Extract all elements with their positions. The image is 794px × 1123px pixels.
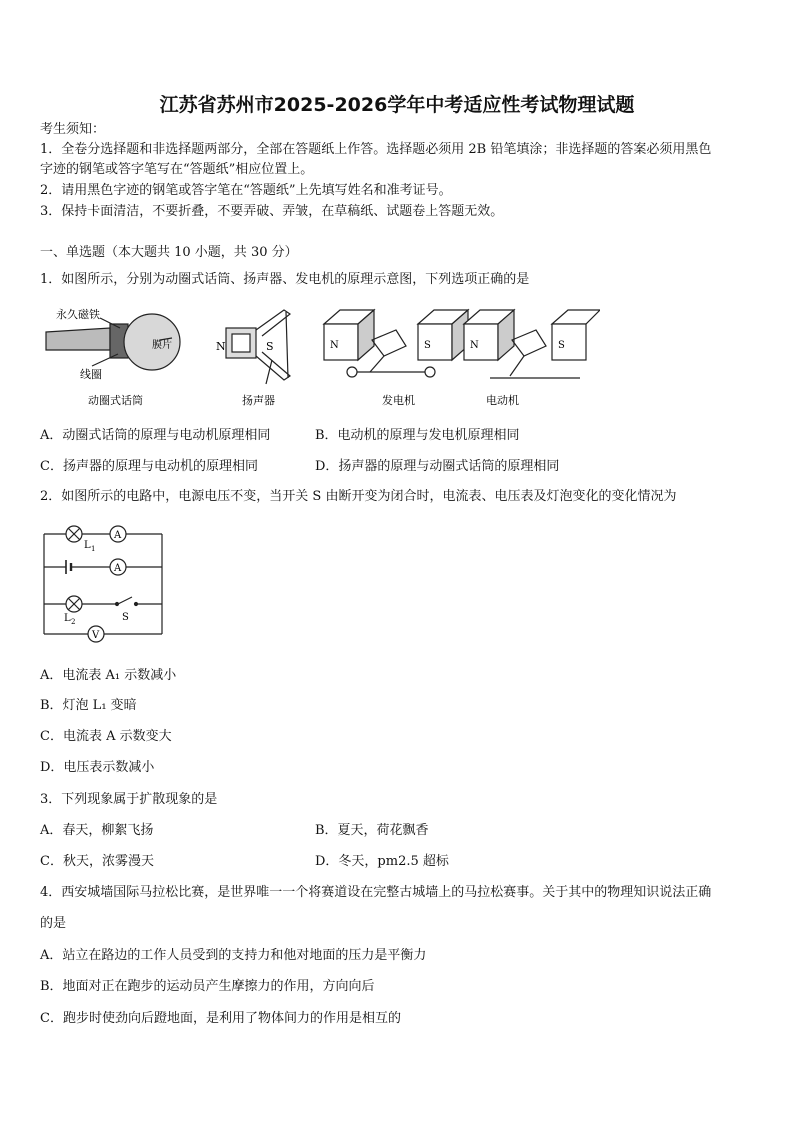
- section-heading: 一、单选题（本大题共 10 小题，共 30 分）: [40, 245, 298, 260]
- notice-line-1a: 1．全卷分选择题和非选择题两部分，全部在答题纸上作答。选择题必须用 2B 铅笔填涂；非选择题的答案必须用黑色: [40, 142, 712, 157]
- speaker-s: S: [266, 340, 274, 353]
- q1-option-a: A．动圈式话筒的原理与电动机原理相同: [40, 428, 271, 443]
- mic-label-diaphragm: 膜片: [152, 340, 172, 351]
- notice-heading: 考生须知：: [40, 122, 106, 137]
- q2-option-d: D．电压表示数减小: [40, 760, 155, 775]
- q3-stem: 3．下列现象属于扩散现象的是: [40, 792, 218, 807]
- q4-option-b: B．地面对正在跑步的运动员产生摩擦力的作用，方向向后: [40, 979, 375, 994]
- q2-stem: 2．如图所示的电路中，电源电压不变，当开关 S 由断开变为闭合时，电流表、电压表及灯泡变化的变化情况为: [40, 489, 677, 504]
- mic-label-coil: 线圈: [80, 368, 102, 381]
- voltmeter-symbol: V: [92, 630, 100, 641]
- circuit-label-l1-sub: 1: [91, 545, 96, 553]
- notice-line-3: 3．保持卡面清洁，不要折叠，不要弄破、弄皱，在草稿纸、试题卷上答题无效。: [40, 204, 504, 219]
- motor-diagram: [464, 310, 600, 378]
- ammeter-a1-symbol: A: [114, 530, 122, 541]
- generator-caption: 发电机: [382, 394, 415, 407]
- q1-option-d: D．扬声器的原理与动圈式话筒的原理相同: [315, 459, 560, 474]
- q4-stem-line-1: 4．西安城墙国际马拉松比赛，是世界唯一一个将赛道设在完整古城墙上的马拉松赛事。关于其中的物理知识说法正确: [40, 885, 712, 900]
- q2-option-a: A．电流表 A₁ 示数减小: [40, 668, 177, 683]
- q2-option-c: C．电流表 A 示数变大: [40, 729, 172, 744]
- speaker-caption: 扬声器: [242, 394, 275, 407]
- notice-line-2: 2．请用黑色字迹的钢笔或答字笔在“答题纸”上先填写姓名和准考证号。: [40, 183, 452, 198]
- q4-option-a: A．站立在路边的工作人员受到的支持力和他对地面的压力是平衡力: [40, 948, 427, 963]
- circuit-label-l2: L: [64, 613, 71, 624]
- page-title: 江苏省苏州市2025-2026学年中考适应性考试物理试题: [159, 94, 635, 116]
- motor-n: N: [470, 340, 479, 351]
- q2-circuit: [40, 524, 170, 648]
- q1-option-b: B．电动机的原理与发电机原理相同: [315, 428, 520, 443]
- q3-option-c: C．秋天，浓雾漫天: [40, 854, 154, 869]
- mic-label-magnet: 永久磁铁: [56, 308, 100, 321]
- motor-s: S: [558, 340, 565, 351]
- circuit-label-l1: L: [84, 540, 91, 551]
- generator-n: N: [330, 340, 339, 351]
- circuit-label-l2-sub: 2: [71, 618, 76, 626]
- circuit-label-s: S: [122, 612, 129, 623]
- generator-s: S: [424, 340, 431, 351]
- q1-figure: [40, 300, 600, 415]
- q4-option-c: C．跑步时使劲向后蹬地面，是利用了物体间力的作用是相互的: [40, 1011, 401, 1026]
- q3-option-b: B．夏天，荷花飘香: [315, 823, 429, 838]
- q4-stem-line-2: 的是: [40, 916, 67, 931]
- mic-caption: 动圈式话筒: [88, 394, 143, 407]
- motor-caption: 电动机: [486, 394, 519, 407]
- speaker-diagram: [226, 310, 290, 384]
- notice-line-1b: 字迹的钢笔或答字笔写在“答题纸”相应位置上。: [40, 162, 314, 177]
- q3-option-a: A．春天，柳絮飞扬: [40, 823, 154, 838]
- ammeter-a-symbol: A: [114, 563, 122, 574]
- q1-stem: 1．如图所示，分别为动圈式话筒、扬声器、发电机的原理示意图，下列选项正确的是: [40, 272, 530, 287]
- q3-option-d: D．冬天，pm2.5 超标: [315, 854, 449, 869]
- q1-option-c: C．扬声器的原理与电动机的原理相同: [40, 459, 258, 474]
- speaker-n: N: [216, 340, 226, 353]
- q2-option-b: B．灯泡 L₁ 变暗: [40, 698, 137, 713]
- generator-diagram: [324, 310, 468, 377]
